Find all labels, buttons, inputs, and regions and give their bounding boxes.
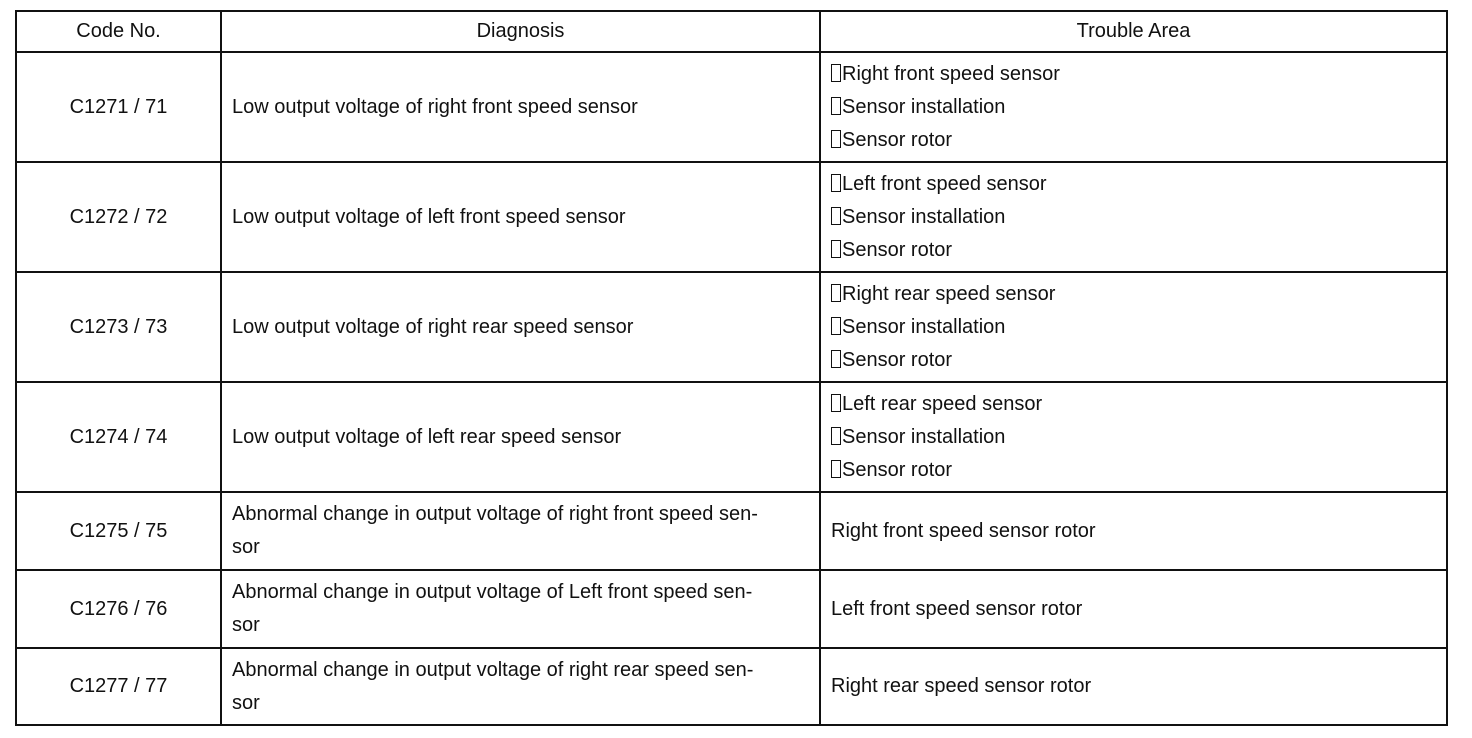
trouble-area-cell xyxy=(820,272,1447,382)
code-cell: C1271 / 71 xyxy=(16,52,221,162)
diagnosis-line: sor xyxy=(232,614,260,636)
table-header xyxy=(16,11,1447,52)
trouble-area-cell: Right rear speed sensor rotor xyxy=(820,648,1447,725)
code-cell: C1273 / 73 xyxy=(16,272,221,382)
trouble-area-item xyxy=(831,278,1446,311)
diagnosis-line: sor xyxy=(232,536,260,558)
trouble-area-cell xyxy=(820,52,1447,162)
trouble-area-text: Left front speed sensor xyxy=(842,172,1047,195)
box-icon xyxy=(831,64,841,82)
trouble-area-text: Sensor rotor xyxy=(842,238,953,261)
table-row xyxy=(16,272,1447,382)
box-icon xyxy=(831,130,841,148)
diagnosis-line: Abnormal change in output voltage of Left front speed sen- xyxy=(232,581,753,603)
trouble-area-item xyxy=(831,344,1446,377)
trouble-area-item xyxy=(831,124,1446,157)
code-cell: C1272 / 72 xyxy=(16,162,221,272)
dtc-table xyxy=(15,10,1448,726)
trouble-area-cell: Right front speed sensor rotor xyxy=(820,492,1447,570)
box-icon xyxy=(831,460,841,478)
trouble-area-item xyxy=(831,421,1446,454)
trouble-area-text: Right front speed sensor xyxy=(842,62,1060,85)
box-icon xyxy=(831,427,841,445)
table-row xyxy=(16,648,1447,725)
box-icon xyxy=(831,97,841,115)
header-row xyxy=(16,11,1447,52)
code-cell: C1276 / 76 xyxy=(16,570,221,648)
trouble-area-text: Sensor installation xyxy=(842,205,1006,228)
box-icon xyxy=(831,174,841,192)
table-body xyxy=(16,52,1447,725)
header-diagnosis: Diagnosis xyxy=(221,11,820,52)
diagnosis-cell: Low output voltage of right front speed sensor xyxy=(221,52,820,162)
trouble-area-item xyxy=(831,388,1446,421)
trouble-area-text: Sensor installation xyxy=(842,425,1006,448)
trouble-area-text: Left rear speed sensor xyxy=(842,392,1043,415)
diagnosis-cell xyxy=(221,648,820,725)
trouble-area-text: Sensor rotor xyxy=(842,128,953,151)
trouble-area-text: Sensor installation xyxy=(842,95,1006,118)
code-cell: C1277 / 77 xyxy=(16,648,221,725)
trouble-area-item xyxy=(831,201,1446,234)
box-icon xyxy=(831,207,841,225)
trouble-area-cell: Left front speed sensor rotor xyxy=(820,570,1447,648)
trouble-area-text: Sensor rotor xyxy=(842,458,953,481)
code-cell: C1274 / 74 xyxy=(16,382,221,492)
trouble-area-text: Sensor rotor xyxy=(842,348,953,371)
trouble-area-text: Sensor installation xyxy=(842,315,1006,338)
table-row xyxy=(16,382,1447,492)
trouble-area-item xyxy=(831,58,1446,91)
trouble-area-item xyxy=(831,91,1446,124)
box-icon xyxy=(831,284,841,302)
table-row xyxy=(16,162,1447,272)
header-code-no: Code No. xyxy=(16,11,221,52)
box-icon xyxy=(831,350,841,368)
table-row xyxy=(16,52,1447,162)
diagnosis-cell: Low output voltage of left rear speed sensor xyxy=(221,382,820,492)
box-icon xyxy=(831,240,841,258)
code-cell: C1275 / 75 xyxy=(16,492,221,570)
trouble-area-text: Right rear speed sensor xyxy=(842,282,1056,305)
diagnosis-cell xyxy=(221,492,820,570)
diagnosis-line: Abnormal change in output voltage of right rear speed sen- xyxy=(232,658,754,681)
trouble-area-item xyxy=(831,454,1446,487)
diagnosis-cell: Low output voltage of left front speed sensor xyxy=(221,162,820,272)
diagnosis-cell: Low output voltage of right rear speed sensor xyxy=(221,272,820,382)
trouble-area-item xyxy=(831,168,1446,201)
trouble-area-item xyxy=(831,311,1446,344)
box-icon xyxy=(831,394,841,412)
table-row xyxy=(16,570,1447,648)
trouble-area-item xyxy=(831,234,1446,267)
box-icon xyxy=(831,317,841,335)
diagnosis-line: sor xyxy=(232,691,260,714)
diagnosis-cell xyxy=(221,570,820,648)
table-row xyxy=(16,492,1447,570)
diagnosis-line: Abnormal change in output voltage of right front speed sen- xyxy=(232,503,758,525)
header-trouble-area: Trouble Area xyxy=(820,11,1447,52)
trouble-area-cell xyxy=(820,382,1447,492)
trouble-area-cell xyxy=(820,162,1447,272)
